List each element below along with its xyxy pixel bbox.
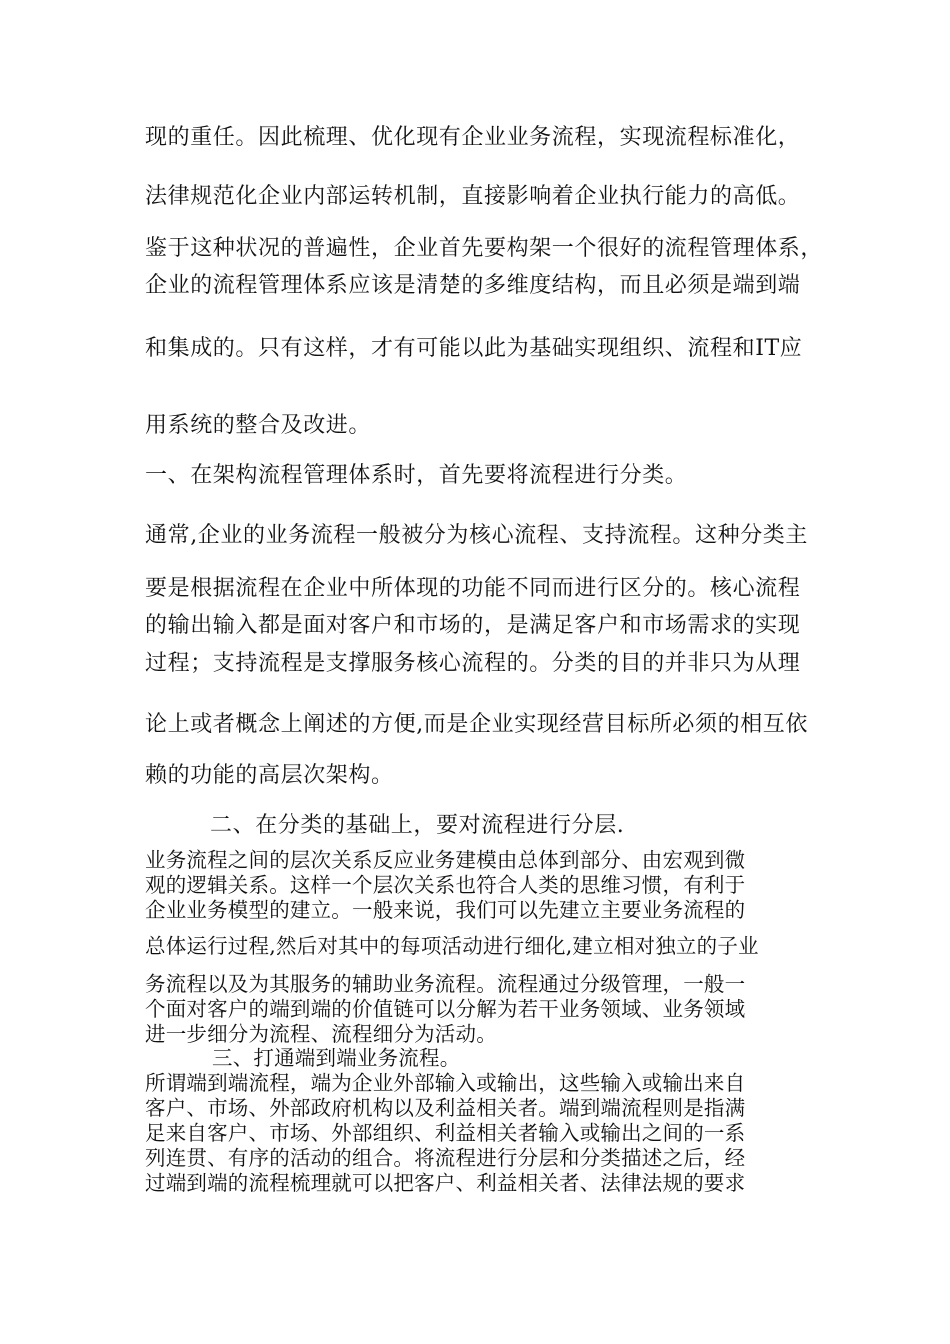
- text-line: 列连贯、有序的活动的组合。将流程进行分层和分类描述之后，经: [145, 1146, 746, 1170]
- text-line: 总体运行过程,然后对其中的每项活动进行细化,建立相对独立的子业: [145, 934, 759, 958]
- text-line: 要是根据流程在企业中所体现的功能不同而进行区分的。核心流程: [145, 576, 801, 601]
- section-heading-2: 二、在分类的基础上，要对流程进行分层.: [210, 813, 625, 838]
- text-line: 论上或者概念上阐述的方便,而是企业实现经营目标所必须的相互依: [145, 712, 808, 737]
- text-line: 用系统的整合及改进。: [145, 413, 372, 438]
- text-line: 足来自客户、市场、外部组织、利益相关者输入或输出之间的一系: [145, 1121, 746, 1145]
- text-line: 个面对客户的端到端的价值链可以分解为若干业务领域、业务领域: [145, 997, 746, 1021]
- text-line: 过端到端的流程梳理就可以把客户、利益相关者、法律法规的要求: [145, 1171, 746, 1195]
- text-line: 通常,企业的业务流程一般被分为核心流程、支持流程。这种分类主: [145, 523, 808, 548]
- text-line: 赖的功能的高层次架构。: [145, 763, 394, 788]
- text-line: 的输出输入都是面对客户和市场的，是满足客户和市场需求的实现: [145, 613, 801, 638]
- text-line: 务流程以及为其服务的辅助业务流程。流程通过分级管理，一般一: [145, 972, 746, 996]
- text-line: 现的重任。因此梳理、优化现有企业业务流程，实现流程标准化，: [145, 125, 801, 150]
- section-heading-1: 一、在架构流程管理体系时，首先要将流程进行分类。: [145, 463, 688, 488]
- text-line: 法律规范化企业内部运转机制，直接影响着企业执行能力的高低。: [145, 184, 801, 209]
- text-line: 所谓端到端流程，端为企业外部输入或输出，这些输入或输出来自: [145, 1071, 746, 1095]
- text-line: 过程；支持流程是支撑服务核心流程的。分类的目的并非只为从理: [145, 651, 801, 676]
- text-line: 企业的流程管理体系应该是清楚的多维度结构，而且必须是端到端: [145, 273, 801, 298]
- text-line: 鉴于这种状况的普遍性，企业首先要构架一个很好的流程管理体系，: [145, 236, 824, 261]
- text-line: 进一步细分为流程、流程细分为活动。: [145, 1022, 497, 1046]
- section-heading-3: 三、打通端到端业务流程。: [212, 1046, 461, 1070]
- text-line: 企业业务模型的建立。一般来说，我们可以先建立主要业务流程的: [145, 898, 746, 922]
- text-line: 观的逻辑关系。这样一个层次关系也符合人类的思维习惯，有利于: [145, 873, 746, 897]
- text-line: 客户、市场、外部政府机构以及利益相关者。端到端流程则是指满: [145, 1096, 746, 1120]
- text-line: 和集成的。只有这样，才有可能以此为基础实现组织、流程和IT应: [145, 336, 803, 361]
- text-line: 业务流程之间的层次关系反应业务建模由总体到部分、由宏观到微: [145, 848, 746, 872]
